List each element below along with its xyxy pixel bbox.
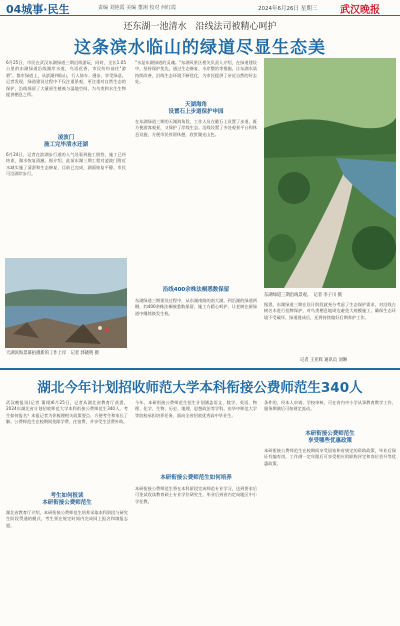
editor-credits: 责编 刘艳霞 美编 董翊 校对 何红霞 (98, 5, 176, 11)
story1-kicker: 还东湖一池清水 沿线法司被精心呵护 (123, 22, 277, 32)
lakeside-photo (5, 258, 127, 348)
story1-col1-text: 6月25日，市民在武汉东湖绿道三期沿线游玩，同时，全长1.05公里的东湖绿道沿线湖岸水道，鸟语花香，市民纷纷前往"游碧"。都市绿道上，从滨湖到临山，行人骑车、漫步，享受绿意。记者发现，绿道建设过程中不仅注重景观，更注重对自然生态的保护，沿线保留了大量原生植被与湿地空间，为鸟类和水生生物提供栖息之所。 (6, 60, 126, 98)
story1-col2-text2: 在东湖绿道三期的天湖海角段，工作人员在礁石上设置了步道，既方便游客观景，又保护了岸线生态。沿线设置了多处观景平台和休息设施，方便市民停留休憩，欣赏湖光山色。 (135, 119, 257, 137)
photo2-caption: 东湖绿道三期沿线景观。 记者 李子川 摄 (264, 293, 342, 298)
story1-col2-subhead: 天湖海角 设置石上步道保护申园 (168, 102, 224, 115)
story1-col1-subhead: 凌波门 施工完毕清水还湖 (43, 135, 88, 148)
page-section: 04城事·民生 (6, 3, 70, 16)
story2-col3-text: 条件的，经本人申请、学校审核，可在省内中小学从事教育教学工作，服务期满后可按规定流动。 (264, 400, 396, 412)
story1-col2-text3: 东湖绿道三期建设过程中，从东湖南路的南大湖，到沿湖的绿道两侧，约400余株法桐被悉数保留，施工方精心呵护，让老树在新绿道中继续焕发生机。 (135, 298, 257, 316)
issue-date: 2024年6月26日 星期三 (258, 6, 318, 12)
story2-col2-text: 今年，本研衔接公费师范生招生计划涵盖语文、数学、英语、物理、化学、生物、历史、地理、思想政治等学科，由华中师范大学等院校承担培养任务，面向全省招收优秀高中毕业生。 (135, 400, 257, 418)
story2-col1-text2: 湖北省教育厅介绍，本研衔接公费师范生培养采取本科阶段与研究生阶段贯通的模式，考生须在规定时间内完成网上报名和填报志愿。 (6, 510, 128, 528)
story1-col3-text: 据悉，东湖绿道三期在设计阶段就充分考虑了生态保护需求，对沿线古树名木进行挂牌保护，对鸟类栖息地周边避免大规模施工，确保生态环境不受破坏。绿道建成后，还将持续做好后期养护工作。 (264, 302, 396, 320)
story1-headline: 这条滨水临山的绿道尽显生态美 (74, 38, 326, 58)
story1-col1-text2: 6月24日，记者在滨湖步行道的入气处看到施工围挡，施工已经结束，湖水恢复清澈。据介绍，此前东湖三期工程对凌波门附近水域实施了清淤和生态修复，目前已完成，湖面恢复平静，市民可沿湖岸步行。 (6, 152, 126, 177)
greenway-photo (264, 58, 396, 288)
photo1-caption: 天湖滨海景幕拍摄新的工作上岸 记者 郭晓明 摄 (6, 351, 99, 356)
section-divider (0, 368, 400, 370)
story1-col2-subhead2: 沿线400余株法桐悉数保留 (162, 287, 230, 293)
story2-col1-subhead: 考生如何报读 本研衔接公费师范生 (42, 493, 92, 506)
story2-col3-subhead: 本研衔接公费师范生 享受哪些优惠政策 (305, 431, 355, 444)
story1-credit: 记者 王亚辉 通讯员 刘琳 (300, 358, 348, 363)
story1-col2-text: "水是东湖绿道的灵魂。"东湖风景区相关负责人介绍，在绿道建设中，坚持保护优先，通过生态修复、水岸整治等措施，让东湖水质持续改善，沿线生态环境不断优化，为市民提供了亲近自然的好去处。 (135, 60, 257, 85)
story2-col3-text2: 本研衔接公费师范生在校期间享受国家和省规定的资助政策，毕业后保证有编有岗，工作满一定年限后可享受相应的职称评定和岗位晋升等优惠政策。 (264, 448, 396, 466)
story2-col1-text: 武汉晚报讯(记者 董翊)6月25日，记者从湖北省教育厅获悉，2024年湖北省计划招收师范大学本科衔接公费师范生340人。考生如何报名？本报记者为你梳理相关政策要点，方便考生和家长了解。公费师范生在校期间免除学费、住宿费，并享受生活费补助。 (6, 400, 128, 425)
story2-headline: 湖北今年计划招收师范大学本科衔接公费师范生340人 (37, 380, 363, 396)
newspaper-logo: 武汉晚报 (340, 5, 380, 16)
page-header (0, 0, 400, 16)
story2-col2-subhead: 本研衔接公费师范生如何培养 (160, 475, 232, 481)
story2-col2-text2: 本研衔接公费师范生将在本科阶段完成师范专业学习，达到要求后可免试攻读教育硕士专业学位研究生，毕业后到省内定向地区中小学任教。 (135, 486, 257, 504)
